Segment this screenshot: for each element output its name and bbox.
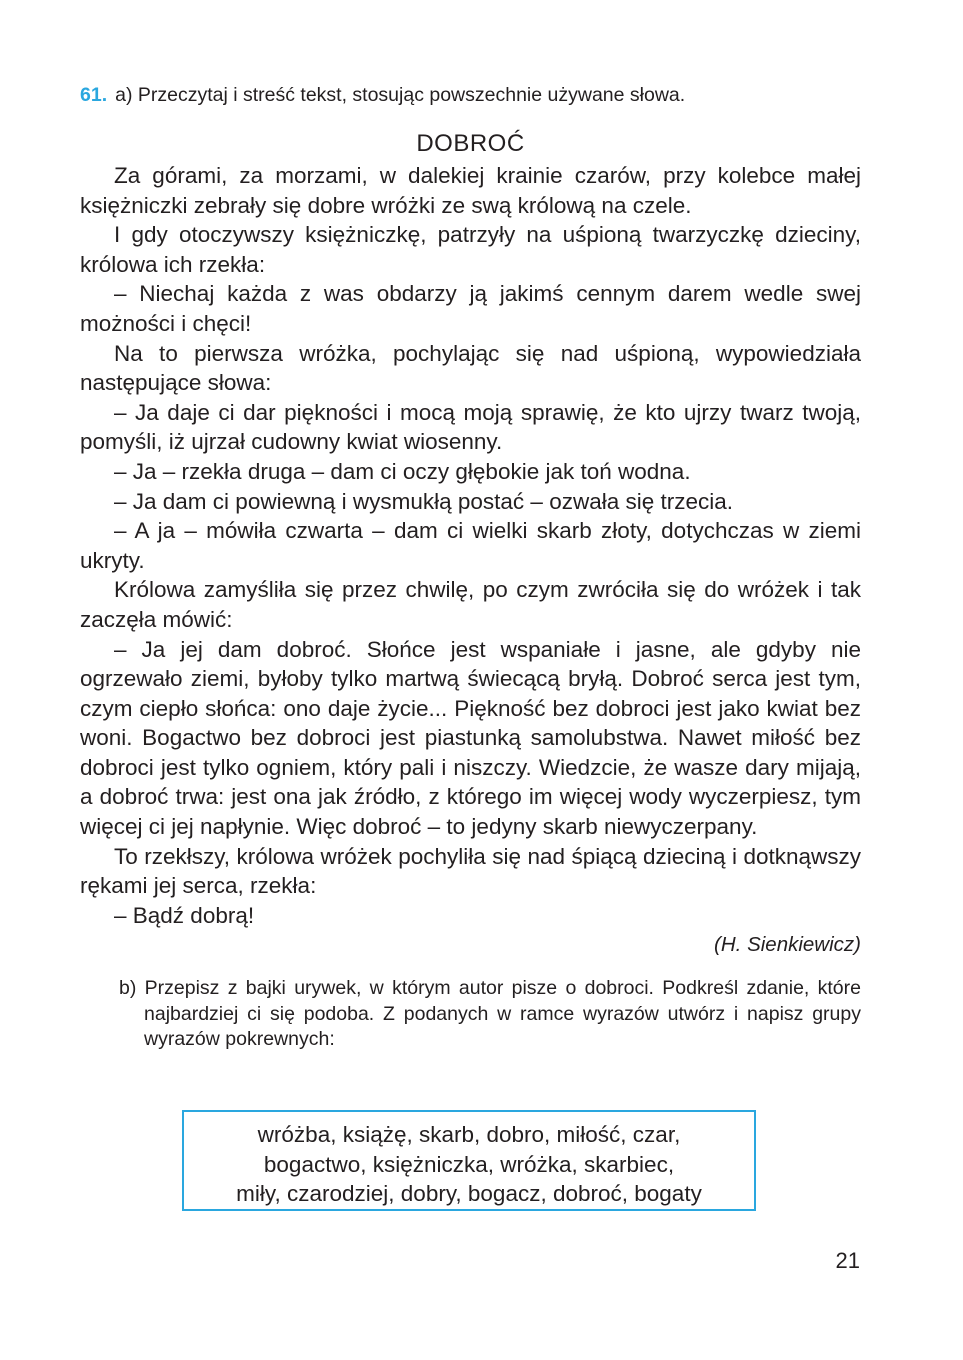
task-number: 61. — [80, 84, 108, 106]
story-paragraph: – Ja daje ci dar piękności i mocą moją sprawię, że kto ujrzy twarz twoją, pomyśli, iż ujrzał cudowny kwiat wiosenny. — [80, 399, 861, 455]
story-paragraph: To rzekłszy, królowa wróżek pochyliła się nad śpiącą dzieciną i dotknąwszy rękami jej serca, rzekła: — [80, 843, 861, 899]
story-paragraph: – Niechaj każda z was obdarzy ją jakimś cennym darem wedle swej możności i chęci! — [80, 281, 861, 336]
task-instruction-b: b) Przepisz z bajki urywek, w którym autor pisze o dobroci. Podkreśl zdanie, które najbardziej ci się podoba. Z podanych w ramce wyrazów utwórz i napisz grupy wyrazów pokrewnych: — [119, 977, 861, 1051]
word-box-line: wróżba, książę, skarb, dobro, miłość, czar, — [257, 1122, 681, 1147]
story-paragraph: Za górami, za morzami, w dalekiej krainie czarów, przy kolebce małej księżniczki zebrały się dobre wróżki ze swą królową na czele. — [80, 163, 861, 218]
story-paragraph: Królowa zamyśliła się przez chwilę, po czym zwróciła się do wróżek i tak zaczęła mówić: — [80, 577, 861, 632]
task-instruction-a: a) Przeczytaj i streść tekst, stosując powszechnie używane słowa. — [115, 84, 686, 106]
story-title: DOBROĆ — [416, 130, 525, 157]
story-paragraph: – Ja – rzekła druga – dam ci oczy głębokie jak toń wodna. — [114, 458, 691, 484]
story-text — [80, 161, 861, 930]
word-box — [182, 1110, 756, 1211]
story-paragraph: – Ja dam ci powiewną i wysmukłą postać – ozwała się trzecia. — [114, 488, 734, 514]
page-content — [80, 78, 861, 1053]
story-paragraph: – Bądź dobrą! — [114, 902, 255, 928]
story-author: (H. Sienkiewicz) — [714, 933, 861, 957]
task-header — [80, 78, 861, 112]
story-paragraph: Na to pierwsza wróżka, pochylając się nad uśpioną, wypowiedziała następujące słowa: — [80, 340, 861, 396]
story-paragraph: I gdy otoczywszy księżniczkę, patrzyły na uśpioną twarzyczkę dzieciny, królowa ich rzekła: — [80, 222, 861, 277]
word-box-line: miły, czarodziej, dobry, bogacz, dobroć, bogaty — [236, 1181, 702, 1206]
word-box-line: bogactwo, księżniczka, wróżka, skarbiec, — [263, 1151, 675, 1177]
story-paragraph: – Ja jej dam dobroć. Słońce jest wspaniałe i jasne, ale gdyby nie ogrzewało ziemi, byłoby tylko martwą świecącą bryłą. Dobroć serca jest tym, czym ciepło słońca: ono daje życie... Piękność bez dobroci jest jako kwiat bez woni. Bogactwo bez dobroci jest piastunką samolubstwa. Nawet miłość bez dobroci jest tylko ogniem, który pali i niszczy. Wiedzcie, że wasze dary mijają, a dobroć trwa: jest ona jak źródło, z którego im więcej wody wyczerpiesz, tym więcej ci jej napłynie. Więc dobroć – to jedyny skarb niewyczerpany. — [80, 636, 861, 840]
page-number: 21 — [835, 1248, 860, 1273]
story-paragraph: – A ja – mówiła czwarta – dam ci wielki skarb złoty, dotychczas w ziemi ukryty. — [80, 518, 861, 573]
